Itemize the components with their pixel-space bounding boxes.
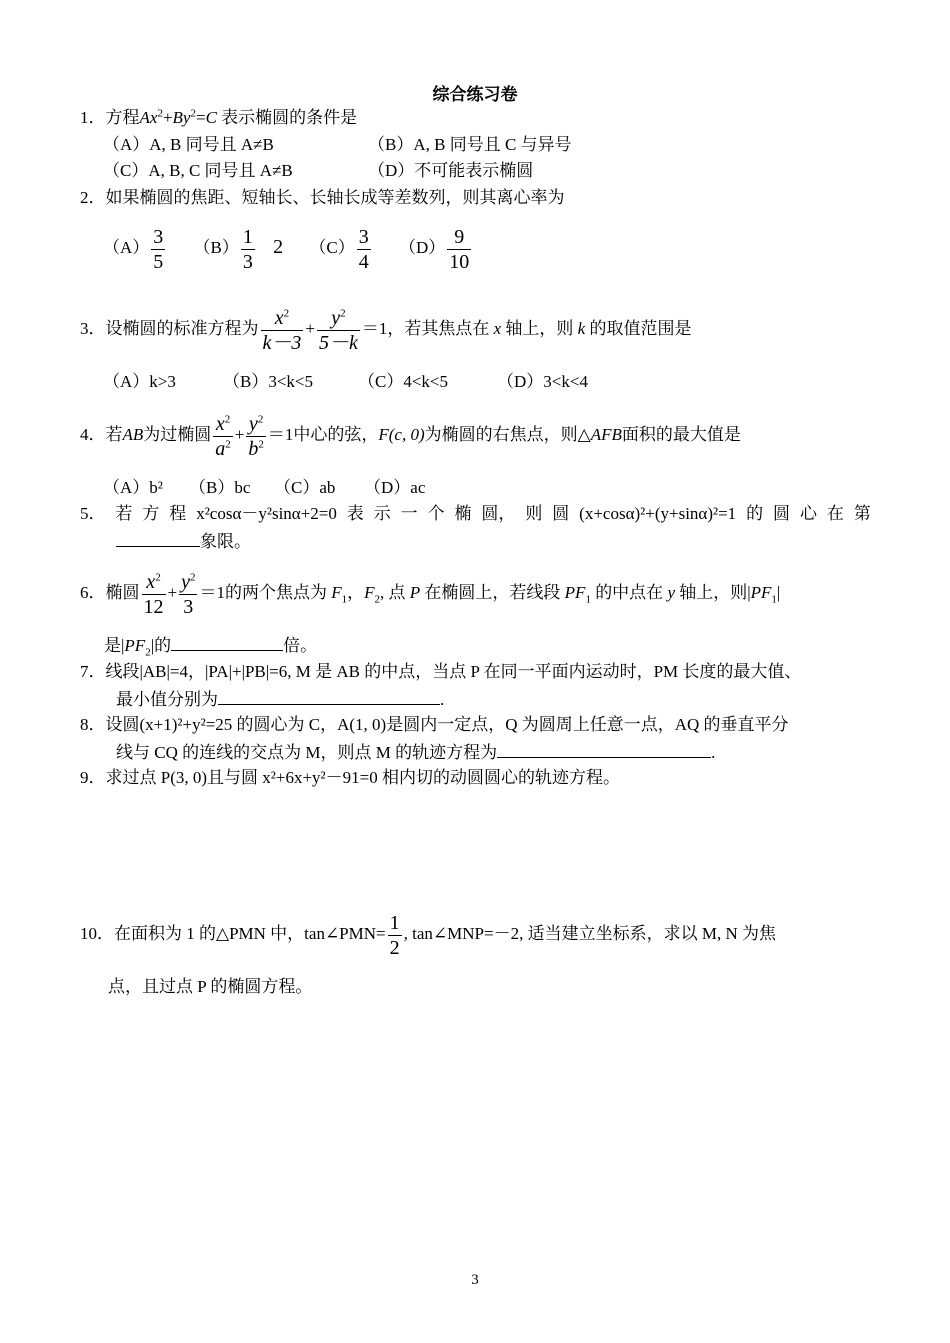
answer-blank[interactable]	[116, 530, 200, 547]
question-6-line-2: 是$|PF_2|$的 倍。	[104, 636, 318, 659]
question-7-line-1: 7．线段|AB|=4，|PA|+|PB|=6, M 是 AB 的中点，当点 P 在同一平面内运动时，PM 长度的最大值、	[80, 662, 802, 681]
question-1-option-d: （D）不可能表示椭圆	[368, 161, 534, 180]
question-7-line-2: 最小值分别为 .	[116, 690, 445, 709]
question-4-option-c: （C）ab	[274, 478, 336, 497]
question-4-option-a: （A）b²	[103, 478, 163, 497]
question-9: 9．求过点 P(3, 0)且与圆 x²+6x+y²－91=0 相内切的动圆圆心的轨迹方程。	[80, 768, 620, 787]
option-d-fraction: $\frac{9}{10}$	[449, 225, 470, 273]
question-3-option-c: （C）4<k<5	[358, 372, 449, 391]
question-5-line-1: 5． 若 方 程 x²cosα－y²sinα+2=0 表 示 一 个 椭 圆， 则 圆 (x+cosα)²+(y+sinα)²=1 的 圆 心 在 第	[80, 504, 871, 523]
answer-blank[interactable]	[218, 688, 440, 705]
question-1-option-a: （A）A, B 同号且 A≠B	[103, 135, 274, 154]
question-8-line-2: 线与 CQ 的连线的交点为 M，则点 M 的轨迹方程为 .	[116, 743, 716, 762]
question-4-stem: 4．若AB为过椭圆 $\frac{x^2}{a^2}$ + $\frac{y^2}{b^2}$ ＝1中心的弦，F(c, 0)为椭圆的右焦点，则△AFB面积的最大值是	[80, 412, 741, 460]
fraction-x2-a2: $\frac{x^2}{a^2}$	[215, 412, 231, 460]
question-5-line-2: 象限。	[116, 530, 251, 553]
fraction-y2-3: $\frac{y^2}{3}$	[181, 570, 196, 618]
question-4-option-d: （D）ac	[364, 478, 426, 497]
question-3-option-a: （A）k>3	[103, 372, 176, 391]
page-title: 综合练习卷	[432, 85, 518, 105]
question-1-option-b: （B）A, B 同号且 C 与异号	[368, 135, 572, 154]
question-10-line-2: 点，且过点 P 的椭圆方程。	[108, 977, 313, 996]
question-3-option-d: （D）3<k<4	[497, 372, 588, 391]
option-a-fraction: $\frac{3}{5}$	[153, 225, 164, 273]
question-2-options: （A） $\frac{3}{5}$ （B） $\frac{1}{3}$ 2 （C） $\frac{3}{4}$ （D） $\frac{9}{10}$	[103, 225, 470, 273]
question-3-stem: 3．设椭圆的标准方程为 $\frac{x^2}{k-3}$ + $\frac{y^2}{5-k}$ ＝1，若其焦点在 x 轴上，则 k 的取值范围是	[80, 306, 692, 354]
question-2-stem: 2．如果椭圆的焦距、短轴长、长轴长成等差数列，则其离心率为	[80, 188, 565, 207]
fraction-x2-12: $\frac{x^2}{12}$	[143, 570, 164, 618]
answer-blank[interactable]	[497, 741, 711, 758]
page-number: 3	[471, 1272, 479, 1288]
option-c-fraction: $\frac{3}{4}$	[358, 225, 369, 273]
fraction-y2-b2: $\frac{y^2}{b^2}$	[248, 412, 264, 460]
question-10-line-1: 10．在面积为 1 的△PMN 中，tan∠PMN= $\frac{1}{2}$ , tan∠MNP=－2, 适当建立坐标系，求以 M, N 为焦	[80, 911, 776, 959]
question-8-line-1: 8．设圆(x+1)²+y²=25 的圆心为 C，A(1, 0)是圆内一定点，Q 为圆周上任意一点，AQ 的垂直平分	[80, 715, 789, 734]
fraction-one-half: $\frac{1}{2}$	[389, 911, 400, 959]
question-3-option-b: （B）3<k<5	[223, 372, 314, 391]
question-1-option-c: （C）A, B, C 同号且 A≠B	[103, 161, 293, 180]
option-b-fraction: $\frac{1}{3}$	[242, 225, 253, 273]
answer-blank[interactable]	[171, 634, 283, 651]
question-6-line-1: 6．椭圆 $\frac{x^2}{12}$ + $\frac{y^2}{3}$ ＝1的两个焦点为 $F_1$，$F_2$, 点 P 在椭圆上，若线段 $PF_1$ 的中点在 y 轴上，则$|PF_1|$	[80, 570, 781, 618]
fraction-x2: $\frac{x^2}{k-3}$	[262, 306, 302, 354]
question-4-option-b: （B）bc	[189, 478, 251, 497]
question-1-stem: 1．方程$Ax^2+By^2=C$ 表示椭圆的条件是	[80, 107, 358, 127]
fraction-y2: $\frac{y^2}{5-k}$	[318, 306, 358, 354]
